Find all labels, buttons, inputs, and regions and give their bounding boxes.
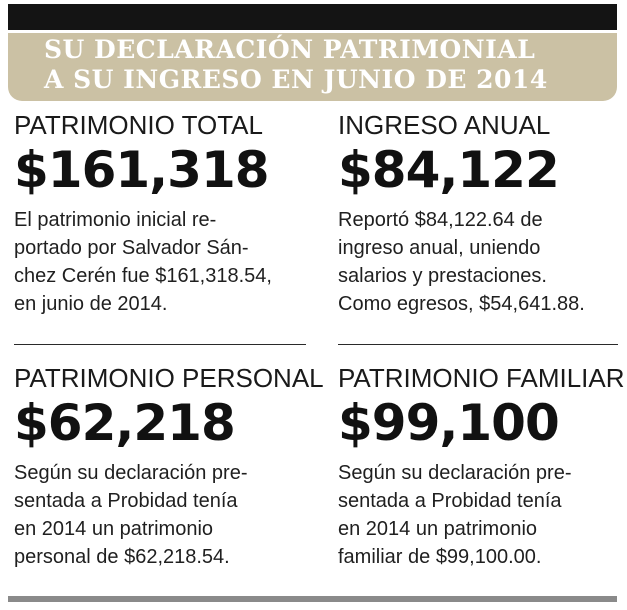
desc-line: en 2014 un patrimonio: [338, 518, 538, 540]
desc-line: chez Cerén fue $161,318.54,: [14, 265, 272, 287]
desc-line: sentada a Probidad tenía: [338, 490, 562, 512]
desc-line: Como egresos, $54,641.88.: [338, 293, 585, 315]
desc-line: salarios y prestaciones.: [338, 265, 547, 287]
top-bar: [8, 4, 617, 30]
divider-right: [338, 344, 618, 345]
desc-line: sentada a Probidad tenía: [14, 490, 238, 512]
title-banner: [8, 33, 617, 101]
desc-line: El patrimonio inicial re-: [14, 209, 217, 231]
panel-label: INGRESO ANUAL: [338, 110, 551, 140]
desc-line: portado por Salvador Sán-: [14, 237, 249, 259]
panel-value: $99,100: [338, 394, 559, 452]
bottom-rule: [8, 596, 617, 602]
panel-label: PATRIMONIO FAMILIAR: [338, 363, 625, 393]
panel-description: [14, 459, 314, 571]
desc-line: Según su declaración pre-: [14, 462, 248, 484]
desc-line: Según su declaración pre-: [338, 462, 572, 484]
desc-line: ingreso anual, uniendo: [338, 237, 541, 259]
panel-description: [338, 206, 623, 318]
desc-line: Reportó $84,122.64 de: [338, 209, 543, 231]
panel-description: [14, 206, 314, 318]
panel-patrimonio-familiar: [338, 363, 623, 571]
divider-left: [14, 344, 306, 345]
panel-label: PATRIMONIO TOTAL: [14, 110, 263, 140]
panel-label: PATRIMONIO PERSONAL: [14, 363, 324, 393]
panel-value: $84,122: [338, 141, 559, 199]
desc-line: en 2014 un patrimonio: [14, 518, 214, 540]
desc-line: familiar de $99,100.00.: [338, 546, 542, 568]
panel-value: $62,218: [14, 394, 235, 452]
desc-line: personal de $62,218.54.: [14, 546, 230, 568]
panel-patrimonio-personal: [14, 363, 324, 571]
title-line-1: SU DECLARACIÓN PATRIMONIAL: [44, 35, 536, 64]
panel-patrimonio-total: [14, 110, 314, 318]
title-line-2: A SU INGRESO EN JUNIO DE 2014: [44, 65, 548, 94]
panel-ingreso-anual: [338, 110, 623, 318]
panel-description: [338, 459, 623, 571]
desc-line: en junio de 2014.: [14, 293, 168, 315]
panel-value: $161,318: [14, 141, 269, 199]
